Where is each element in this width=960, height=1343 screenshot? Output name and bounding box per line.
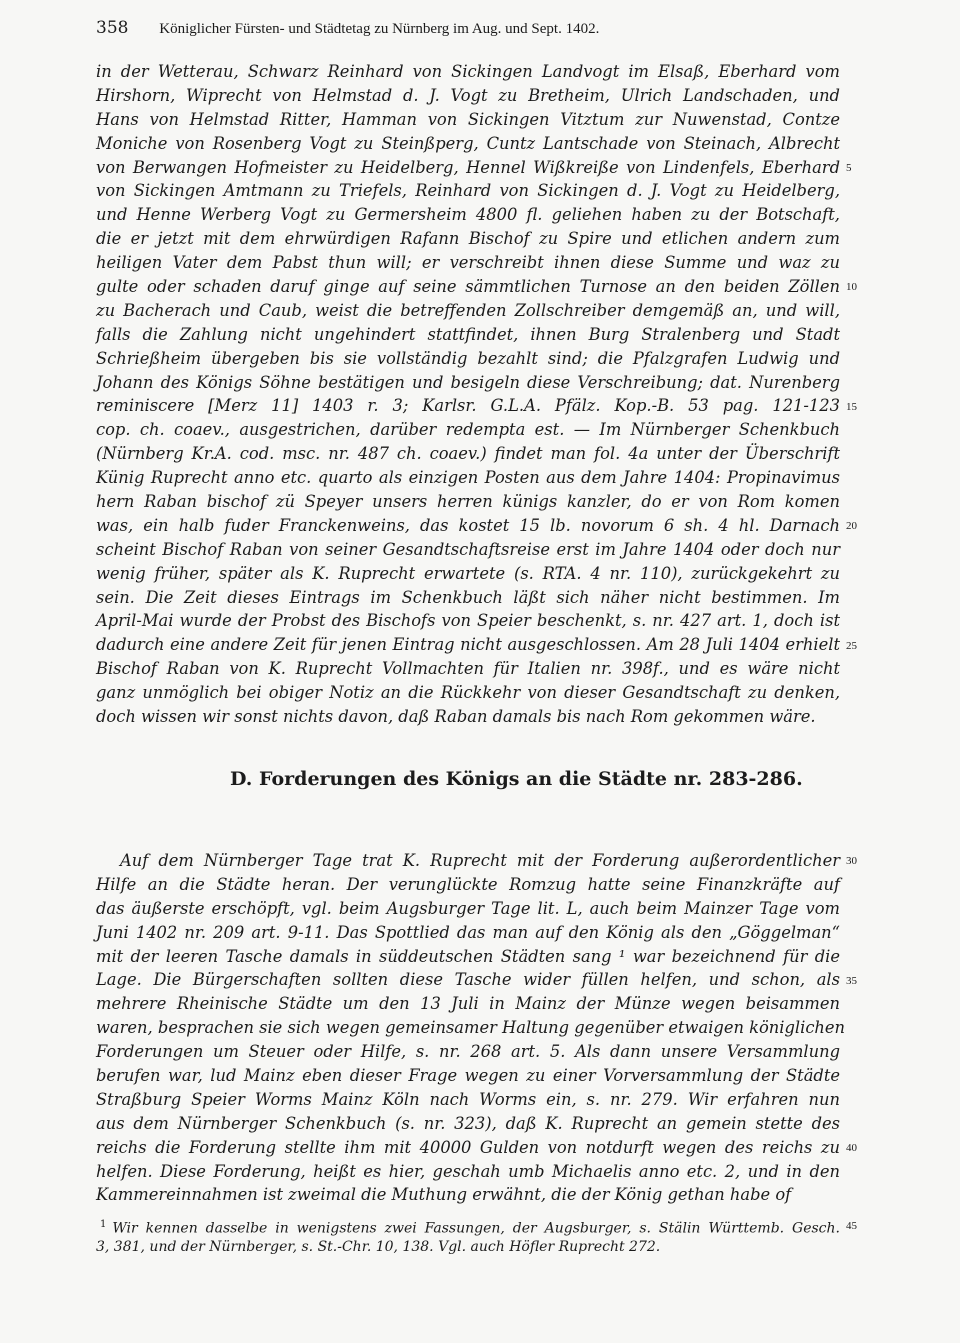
paragraph-block-1 [96,60,840,729]
text-line: Forderungen um Steuer oder Hilfe, s. nr. 268 art. 5. Als dann unsere Versammlung [96,1042,840,1062]
text-line: Bischof Raban von K. Ruprecht Vollmachten für Italien nr. 398f., und es wäre nicht [96,659,840,679]
text-line: (Nürnberg Kr.A. cod. msc. nr. 487 ch. coaev.) findet man fol. 4a unter der Überschrift [96,444,840,464]
main-text [96,60,846,1207]
text-line: cop. ch. coaev., ausgestrichen, darüber redempta est. — Im Nürnberger Schenkbuch [96,420,840,440]
page-number: 358 [96,18,129,38]
text-line: was, ein halb fuder Franckenweins, das kostet 15 lb. novorum 6 sh. 4 hl. Darnach [96,515,840,535]
text-line: Hilfe an die Städte heran. Der verunglückte Romzug hatte seine Finanzkräfte auf [96,874,840,894]
text-line: dadurch eine andere Zeit für jenen Eintrag nicht ausgeschlossen. Am 28 Juli 1404 erhielt [96,635,840,655]
text-line: die er jetzt mit dem ehrwürdigen Rafann Bischof zu Spire und etlichen andern zum [96,229,840,249]
text-line: ganz unmöglich bei obiger Notiz an die Rückkehr von dieser Gesandtschaft zu denken, [96,683,840,703]
text-line: reminiscere [Merz 11] 1403 r. 3; Karlsr. G.L.A. Pfälz. Kop.-B. 53 pag. 121-123 [96,396,840,416]
text-line: aus dem Nürnberger Schenkbuch (s. nr. 323), daß K. Ruprecht an gemein stette des [96,1113,840,1133]
paragraph-block-2 [96,849,846,1207]
margin-number: 10 [846,281,857,294]
text-line: Schrießheim übergeben bis sie vollständig bezahlt sind; die Pfalzgrafen Ludwig und [96,348,840,368]
text-line: Juni 1402 nr. 209 art. 9-11. Das Spottlied das man auf den König als den „Göggelman“ [96,922,840,942]
text-line: scheint Bischof Raban von seiner Gesandtschaftsreise erst im Jahre 1404 oder doch nur [96,539,840,559]
running-title: Königlicher Fürsten- und Städtetag zu Nürnberg im Aug. und Sept. 1402. [159,21,600,37]
footnote-text: Wir kennen dasselbe in wenigstens zwei Fassungen, der Augsburger, s. Stälin Württemb. Gesch. [112,1220,840,1237]
margin-number: 40 [846,1142,857,1154]
text-line: Auf dem Nürnberger Tage trat K. Ruprecht mit der Forderung außerordentlicher [120,850,840,870]
text-line: Straßburg Speier Worms Mainz Köln nach Worms ein, s. nr. 279. Wir erfahren nun [96,1089,840,1109]
text-line: mit der leeren Tasche damals in süddeutschen Städten sang ¹ war bezeichnend für die [96,946,840,966]
text-line: und Henne Werberg Vogt zu Germersheim 4800 fl. geliehen haben zu der Botschaft, [96,205,840,225]
footnote-line [96,1214,840,1236]
text-line: mehrere Rheinische Städte um den 13 Juli in Mainz der Münze wegen beisammen [96,994,840,1014]
margin-number: 45 [846,1220,857,1232]
text-line: Moniche von Rosenberg Vogt zu Steinßperg, Cuntz Lantschade von Steinach, Albrecht [96,133,840,153]
text-line: von Berwangen Hofmeister zu Heidelberg, Hennel Wißkreiße von Lindenfels, Eberhard [96,157,840,177]
text-line: reichs die Forderung stellte ihm mit 40000 Gulden von notdurft wegen des reichs zu [96,1137,840,1157]
text-line: berufen war, lud Mainz eben dieser Frage wegen zu einer Vorversammlung der Städte [96,1065,840,1085]
text-line: falls die Zahlung nicht ungehindert stattfindet, ihnen Burg Stralenberg und Stadt [96,324,840,344]
text-line: Künig Ruprecht anno etc. quarto als einzigen Posten aus dem Jahre 1404: Propinavimus [96,468,840,488]
text-line: doch wissen wir sonst nichts davon, daß Raban damals bis nach Rom gekommen wäre. [96,707,816,727]
text-line: wenig früher, später als K. Ruprecht erwartete (s. RTA. 4 nr. 110), zurückgekehrt zu [96,563,840,583]
text-line: April-Mai wurde der Probst des Bischofs von Speier beschenkt, s. nr. 427 art. 1, doch ist [96,611,840,631]
margin-number: 25 [846,639,857,652]
text-line: waren, besprachen sie sich wegen gemeinsamer Haltung gegenüber etwaigen königlichen [96,1018,846,1038]
text-line: Kammereinnahmen ist zweimal die Muthung erwähnt, die der König gethan habe of [96,1185,792,1205]
text-line: Johann des Königs Söhne bestätigen und besigeln diese Verschreibung; dat. Nurenberg [96,372,840,392]
text-line: zu Bacherach und Caub, weist die betreffenden Zollschreiber demgemäß an, und will, [96,300,840,320]
margin-number: 5 [846,161,852,174]
section-heading: D. Forderungen des Königs an die Städte nr. 283-286. [230,768,803,790]
text-line: heiligen Vater dem Pabst thun will; er verschreibt ihnen diese Summe und waz zu [96,253,840,273]
text-line: gulte oder schaden daruf ginge auf seine sämmtlichen Turnose an den beiden Zöllen [96,277,840,297]
text-line: hern Raban bischof zü Speyer unsers herren künigs kanzler, do er von Rom komen [96,492,840,512]
margin-number: 30 [846,855,857,868]
margin-number: 20 [846,520,857,533]
text-line: Hirshorn, Wiprecht von Helmstad d. J. Vogt zu Bretheim, Ulrich Landschaden, und [96,85,840,105]
text-line: Hans von Helmstad Ritter, Hamman von Sickingen Vitztum zur Nuwenstad, Contze [96,109,840,129]
text-line: helfen. Diese Forderung, heißt es hier, geschah umb Michaelis anno etc. 2, und in den [96,1161,840,1181]
margin-number: 35 [846,974,857,987]
text-line: Lage. Die Bürgerschaften sollten diese Tasche wider füllen helfen, und schon, als [96,970,840,990]
footnote [96,1214,840,1258]
margin-number: 15 [846,400,857,413]
footnote-line: 3, 381, und der Nürnberger, s. St.-Chr. 10, 138. Vgl. auch Höfler Ruprecht 272. [96,1239,661,1255]
text-line: sein. Die Zeit dieses Eintrags im Schenkbuch läßt sich näher nicht bestimmen. Im [96,587,840,607]
text-line: von Sickingen Amtmann zu Triefels, Reinhard von Sickingen d. J. Vogt zu Heidelberg, [96,181,840,201]
text-line: das äußerste erschöpft, vgl. beim Augsburger Tage lit. L, auch beim Mainzer Tage vom [96,898,840,918]
text-line: in der Wetterau, Schwarz Reinhard von Sickingen Landvogt im Elsaß, Eberhard vom [96,62,840,81]
footnote-marker: 1 [100,1219,107,1230]
page-header [96,18,836,38]
